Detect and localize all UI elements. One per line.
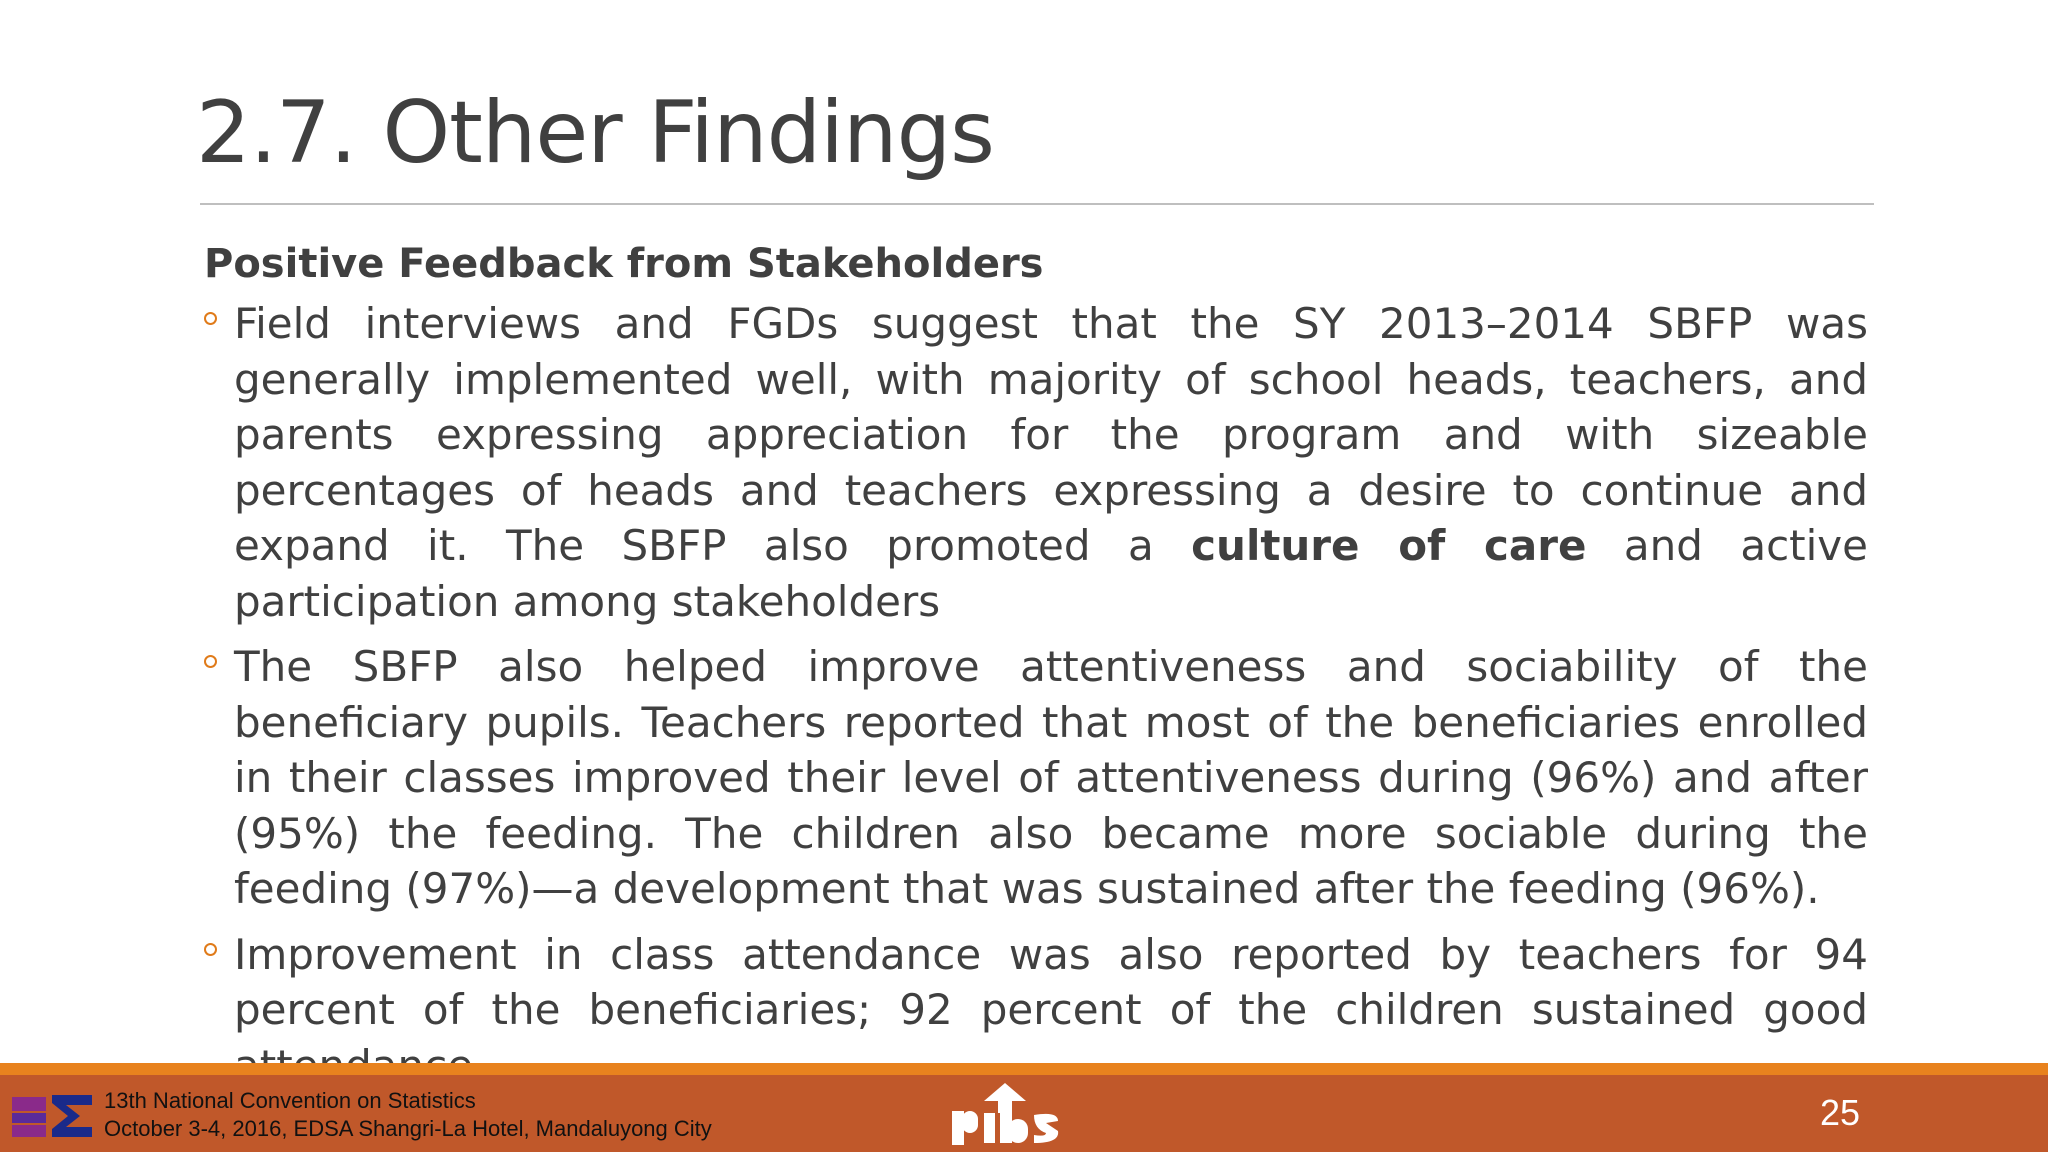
footer-accent-strip [0,1063,2048,1075]
slide-content [204,236,1868,1103]
ncs-sigma-logo-icon [12,1091,96,1141]
bullet-text: The SBFP also helped improve attentiveness and sociability of the beneficiary pupils. Teachers reported that most of the beneficiaries enrolled in their classes improved their level of attentiveness during (96%) and after (95%) the feeding. The children also became more sociable during the feeding (97%)—a development that was sustained after the feeding (96%). [234,642,1868,913]
section-subheading: Positive Feedback from Stakeholders [204,241,1044,287]
bullet-text-part: and active participation among stakeholders [234,521,1868,626]
footer-event-info [104,1087,712,1143]
page-number: 25 [1820,1092,1861,1133]
circle-bullet-icon [204,655,217,668]
bullet-text-part: Field interviews and FGDs suggest that the SY 2013–2014 SBFP was generally implemented well, with majority of school heads, teachers, and parents expressing appreciation for the program and with sizeable percentages of heads and teachers expressing a desire to continue and expand it. The SBFP also promoted a [234,299,1868,570]
bullet-text: Improvement in class attendance was also reported by teachers for 94 percent of the beneficiaries; 92 percent of the children sustained good [234,929,1868,1034]
bullet-item [204,639,1868,917]
bullet-text [234,296,1868,629]
footer-line-1: 13th National Convention on Statistics [104,1088,476,1113]
footer-line-2: October 3-4, 2016, EDSA Shangri-La Hotel, Mandaluyong City [104,1116,712,1141]
circle-bullet-icon [204,312,217,325]
pids-logo-icon [948,1081,1062,1147]
title-divider [200,203,1874,205]
circle-bullet-icon [204,943,217,956]
bullet-item [204,296,1868,629]
footer-bar [0,1075,2048,1152]
slide-title: 2.7. Other Findings [196,83,994,183]
bullet-text-emphasis: culture of care [1191,521,1587,570]
bullet-list [204,296,1868,1093]
